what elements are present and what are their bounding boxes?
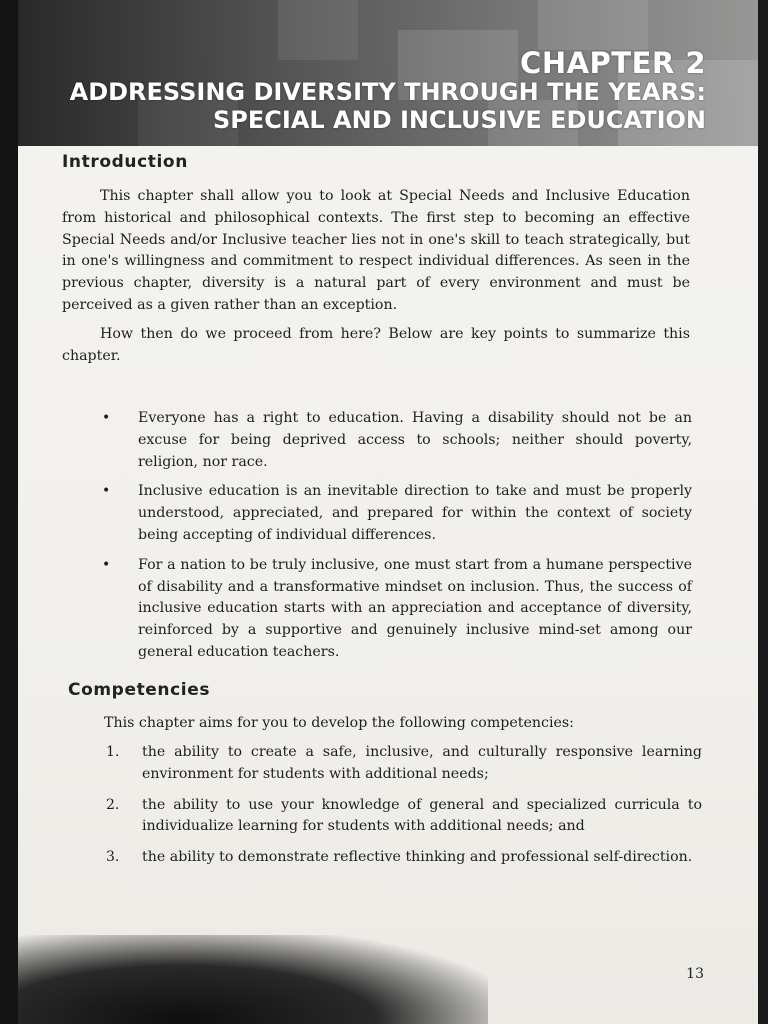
list-item-text: Inclusive education is an inevitable direction to take and must be properly understood, appreciated, and prepared for within the context of society being accepting of individual differences. [138,483,692,543]
list-item-text: the ability to use your knowledge of general and specialized curricula to individualize learning for students with additional needs; and [142,796,702,835]
introduction-paragraph: This chapter shall allow you to look at Special Needs and Inclusive Education from historical and philosophical contexts. The first step to becoming an effective Special Needs and/or Inclusive teacher lies not in one's skill to teach strategically, but in one's willingness and commitment to respect individual differences. As seen in the previous chapter, diversity is a natural part of every environment and must be perceived as a given rather than an exception. [62,188,690,313]
list-item-text: For a nation to be truly inclusive, one must start from a humane perspective of disability and a transformative mindset on inclusion. Thus, the success of inclusive education starts with an appreciation and acceptance of diversity, reinforced by a supportive and genuinely inclusive mind-set among our general education teachers. [138,556,692,660]
chapter-title-line1: ADDRESSING DIVERSITY THROUGH THE YEARS: [69,78,706,106]
list-number: 2. [106,796,120,813]
list-number: 1. [106,744,120,760]
bullet-icon: • [102,410,111,426]
list-item-text: Everyone has a right to education. Having a disability should not be an excuse for being deprived access to schools; neither should poverty, religion, nor race. [138,410,692,470]
list-item [106,847,702,869]
chapter-title-line2: SPECIAL AND INCLUSIVE EDUCATION [213,106,706,134]
bullet-icon: • [102,483,111,500]
list-item-text: the ability to create a safe, inclusive, and culturally responsive learning environment for students with additional needs; [142,744,702,782]
key-points-list [102,408,692,672]
list-item [106,742,702,786]
hand-shadow [18,935,488,1024]
competencies-heading: Competencies [68,680,211,700]
bullet-icon: • [102,556,111,573]
book-page [18,0,758,1024]
chapter-title [70,48,706,134]
list-item [102,555,692,664]
list-item [102,481,692,546]
competencies-list [106,742,702,878]
book-edge-shadow [0,0,18,1024]
chapter-banner [18,0,758,146]
banner-pattern-tile [538,0,648,50]
list-item [102,408,692,473]
list-number: 3. [106,849,120,866]
competencies-intro: This chapter aims for you to develop the following competencies: [104,715,574,731]
chapter-number: CHAPTER 2 [520,46,706,80]
page-number: 13 [686,966,704,982]
introduction-paragraph: How then do we proceed from here? Below are key points to summarize this chapter. [62,326,690,364]
introduction-heading: Introduction [62,152,188,172]
list-item [106,795,702,839]
list-item-text: the ability to demonstrate reflective thinking and professional self-direction. [142,849,693,866]
